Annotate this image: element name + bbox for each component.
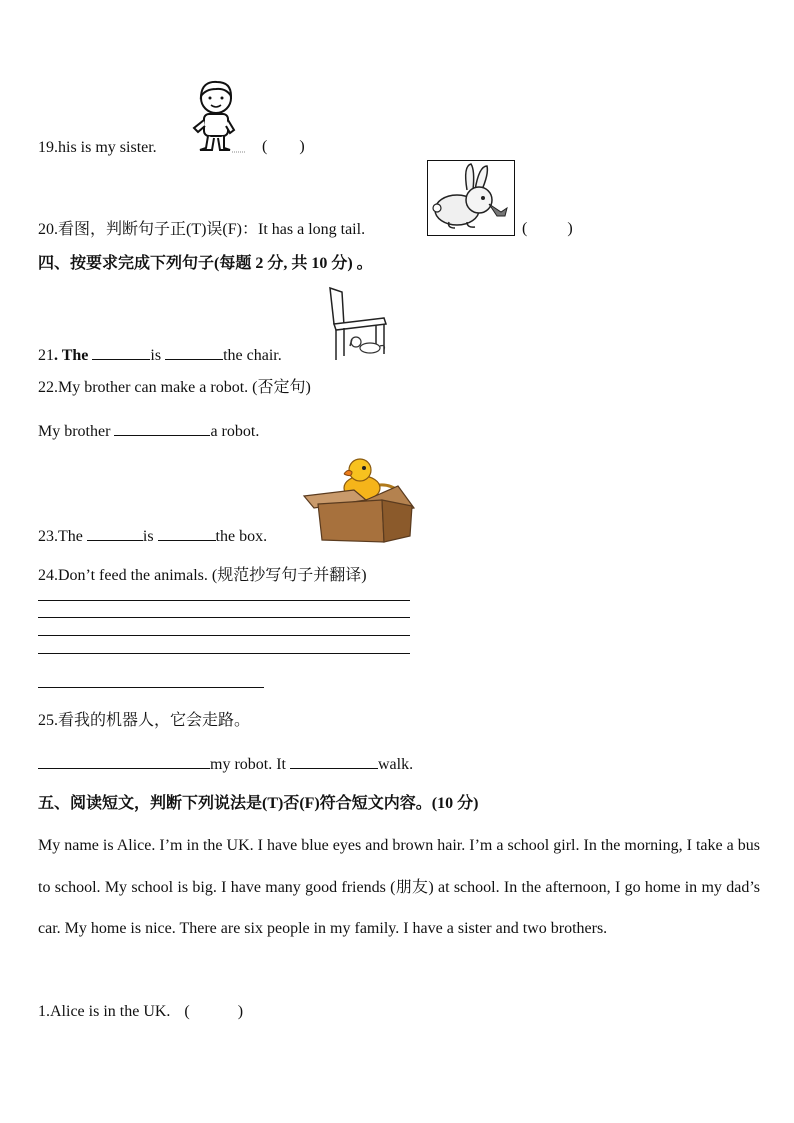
question-19-text: 19.his is my sister. (38, 139, 157, 156)
question-21 (38, 345, 282, 366)
question-24-prompt: 24.Don’t feed the animals. (规范抄写句子并翻译) (38, 567, 367, 584)
boy-icon (190, 78, 248, 156)
question-21-blank-1[interactable] (92, 345, 150, 360)
writing-line-2[interactable] (38, 617, 410, 618)
question-23-part2: is (142, 528, 158, 545)
question-25-blank-1[interactable] (38, 754, 210, 769)
question-19-answer-parens[interactable]: ( ) (262, 138, 305, 155)
section-5-heading: 五、阅读短文，判断下列说法是(T)否(F)符合短文内容。(10 分) (38, 795, 479, 812)
question-21-part3: the chair. (223, 347, 282, 364)
reading-question-1-answer-parens[interactable]: ( ) (184, 1003, 244, 1020)
section-4-heading: 四、按要求完成下列句子(每题 2 分, 共 10 分) 。 (38, 255, 373, 272)
question-22-answer (38, 421, 259, 442)
duck-box-icon (302, 456, 416, 544)
reading-question-1 (38, 1002, 243, 1022)
question-23 (38, 526, 267, 547)
reading-question-1-text: 1.Alice is in the UK. (38, 1003, 171, 1020)
writing-line-5[interactable] (38, 687, 264, 688)
reading-passage: My name is Alice. I’m in the UK. I have blue eyes and brown hair. I’m a school girl. In the morning, I take a bus to school. My school is big. I have many good friends (朋友) at school. In the afternoon, I go home in my dad’s car. My home is nice. There are six people in my family. I have a sister and two brothers. (38, 837, 760, 937)
question-22-blank[interactable] (114, 421, 210, 436)
question-20-answer-parens[interactable]: ( ) (522, 220, 573, 237)
question-25-blank-2[interactable] (290, 754, 378, 769)
question-22-part1: My brother (38, 423, 115, 440)
question-23-blank-1[interactable] (87, 526, 143, 541)
question-25-prompt: 25.看我的机器人，它会走路。 (38, 712, 251, 729)
question-25-part2: walk. (378, 756, 414, 773)
question-23-part3: the box. (215, 528, 268, 545)
question-21-part1: . The (54, 347, 93, 364)
writing-line-1[interactable] (38, 600, 410, 601)
question-21-part2: is (150, 347, 166, 364)
question-23-part1: 23.The (38, 528, 87, 545)
writing-line-3[interactable] (38, 635, 410, 636)
question-25-answer (38, 754, 413, 775)
question-21-number: 21 (38, 347, 54, 364)
question-20 (38, 220, 365, 240)
chair-dog-icon (326, 286, 390, 362)
question-20-text: 20.看图，判断句子正(T)误(F)：It has a long tail. (38, 221, 366, 238)
writing-line-4[interactable] (38, 653, 410, 654)
question-23-blank-2[interactable] (158, 526, 216, 541)
question-22-part2: a robot. (210, 423, 260, 440)
rabbit-icon (427, 160, 515, 236)
question-19 (38, 138, 157, 158)
question-22-prompt: 22.My brother can make a robot. (否定句) (38, 379, 311, 396)
question-21-blank-2[interactable] (165, 345, 223, 360)
question-25-part1: my robot. It (210, 756, 290, 773)
